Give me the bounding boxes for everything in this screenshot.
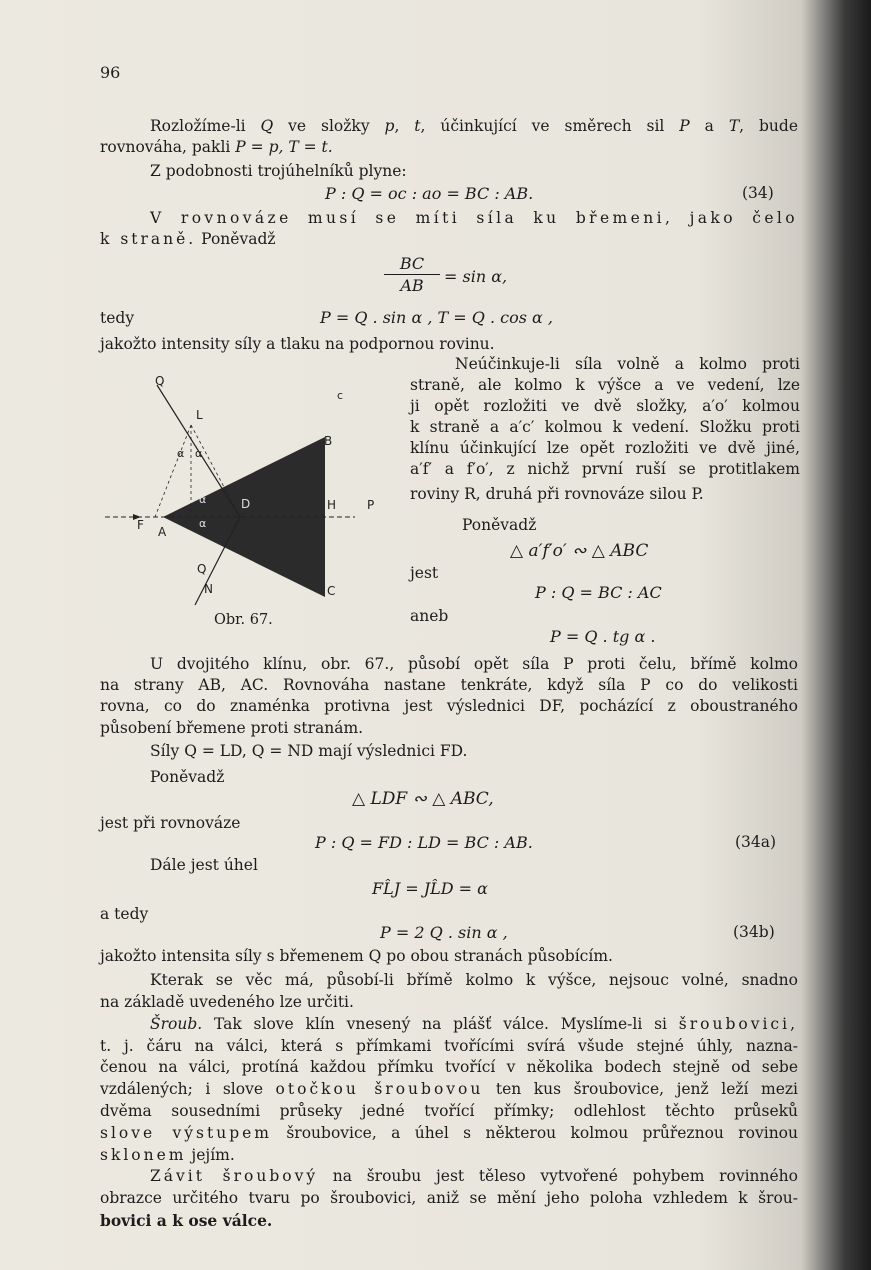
equation-34b: P = 2 Q . sin α , [380,923,508,942]
jest-pri-rovnovaze: jest při rovnováze [100,814,241,832]
zavit-line2: obrazce určitého tvaru po šroubovici, aniž se mění jeho poloha vzhledem k šrou- [100,1189,798,1207]
right-col-line4: k straně a a′c′ kolmou k vedení. Složku proti [410,418,800,436]
equation-34b-number: (34b) [733,923,775,941]
label-n: N [204,582,213,596]
equation-34-number: (34) [742,184,774,202]
right-col-line7: roviny R, druhá při rovnováze silou P. [410,485,704,503]
a-tedy: a tedy [100,905,149,923]
sroub-line3: čenou na válci, protíná každou přímku tvořící v několika bodech stejně od sebe [100,1058,798,1076]
sily-line: Síly Q = LD, Q = ND mají výslednici FD. [150,742,468,760]
label-alpha-1: α [177,447,185,460]
intensity-line: jakožto intensity síly a tlaku na podpornou rovinu. [100,335,495,353]
fraction-denominator: AB [400,276,424,295]
similarity-2: △ LDF ∾ △ ABC, [352,789,494,809]
label-q-top: Q [155,374,165,388]
sroub-line2: t. j. čáru na válci, která s přímkami tvořícími svírá všude stejné úhly, nazna- [100,1037,798,1055]
right-col-line5: klínu účinkující lze opět rozložiti ve dvě jiné, [410,439,800,457]
aneb: aneb [410,607,449,625]
podobnost-line: Z podobnosti trojúhelníků plyne: [150,162,407,180]
label-alpha-4: α [199,517,207,530]
figure-67 [95,365,395,615]
dale-line: Dále jest úhel [150,856,258,874]
fraction-bc-ab [384,254,440,295]
kterak-line2: na základě uvedeného lze určiti. [100,993,354,1011]
dvojity-line3: rovna, co do znaménka protivna jest výslednici DF, pocházící z oboustraného [100,697,798,715]
equation-34a: P : Q = FD : LD = BC : AB. [315,833,533,852]
ponevadz-1: Poněvadž [462,516,537,534]
equation-tg: P = Q . tg α . [550,627,656,646]
para1-line1: Rozložíme-li Q ve složky p, t, účinkující ve směrech sil P a T, bude [150,117,799,135]
sroub-line1: Šroub. Tak slove klín vnesený na plášť válce. Myslíme-li si šroubovici, [150,1015,798,1033]
intensita-line: jakožto intensita síly s břemenem Q po obou stranách působícím. [100,947,613,965]
jest-1: jest [410,564,439,582]
similarity-1: △ a′f′o′ ∾ △ ABC [510,541,649,561]
label-h: H [327,498,337,512]
equation-tedy: P = Q . sin α , T = Q . cos α , [320,308,553,327]
right-col-line6: a′f′ a f′o′, z nichž první ruší se protitlakem [410,460,800,478]
right-col-line1: Neúčinkuje-li síla volně a kolmo proti [455,355,800,373]
dvojity-line2: na strany AB, AC. Rovnováha nastane tenkráte, když síla P co do velikosti [100,676,798,694]
ponevadz-2: Poněvadž [150,768,225,786]
label-alpha-3: α [199,493,207,506]
zavit-line1: Závit šroubový na šroubu jest těleso vytvořené pohybem rovinného [150,1167,798,1185]
dvojity-line4: působení břemene proti stranám. [100,719,364,737]
label-c-small: c [337,389,344,402]
label-b: B [324,434,333,448]
sroub-line6: slove výstupem šroubovice, a úhel s některou kolmou průřeznou rovinou [100,1124,798,1142]
right-col-line3: ji opět rozložiti ve dvě složky, a′o′ kolmou [410,397,800,415]
dvojity-line1: U dvojitého klínu, obr. 67., působí opět síla P proti čelu, břímě kolmo [150,655,798,673]
kterak-line1: Kterak se věc má, působí-li břímě kolmo k výšce, nejsouc volné, snadno [150,971,798,989]
rovnovaha-line1: V rovnováze musí se míti síla ku břemeni, jako čelo [150,209,798,227]
label-d: D [241,497,251,511]
sroub-line5: dvěma sousedními průseky jedné tvořící přímky; odlehlost těchto průseků [100,1102,798,1120]
zavit-line3: bovici a k ose válce. [100,1211,273,1230]
right-col-line2: straně, ale kolmo k výšce a ve vedení, lze [410,376,800,394]
equation-34a-number: (34a) [735,833,777,851]
fraction-rhs: = sin α, [444,267,508,286]
equation-34: P : Q = oc : ao = BC : AB. [325,184,534,203]
label-q-bottom: Q [197,562,207,576]
sroub-line4: vzdálených; i slove otočkou šroubovou ten kus šroubovice, jenž leží mezi [100,1080,798,1098]
tedy-label: tedy [100,309,135,327]
figure-caption: Obr. 67. [214,612,273,628]
para1-line2: rovnováha, pakli P = p, T = t. [100,138,333,156]
sroub-line7: sklonem jejím. [100,1146,235,1164]
page-number: 96 [100,63,121,82]
rovnovaha-line2: k straně. Poněvadž [100,230,276,248]
fraction-numerator: BC [399,254,425,273]
label-l: L [196,408,203,422]
label-c: C [327,584,336,598]
label-f: F [137,518,144,532]
label-alpha-2: α [195,447,203,460]
equation-angle: FL̂J = JL̂D = α [372,879,488,898]
dashed-fl [155,425,191,517]
label-p: P [367,498,375,512]
equation-pq-bc-ac: P : Q = BC : AC [535,583,662,602]
label-a: A [158,525,167,539]
fraction-bar [384,274,440,275]
